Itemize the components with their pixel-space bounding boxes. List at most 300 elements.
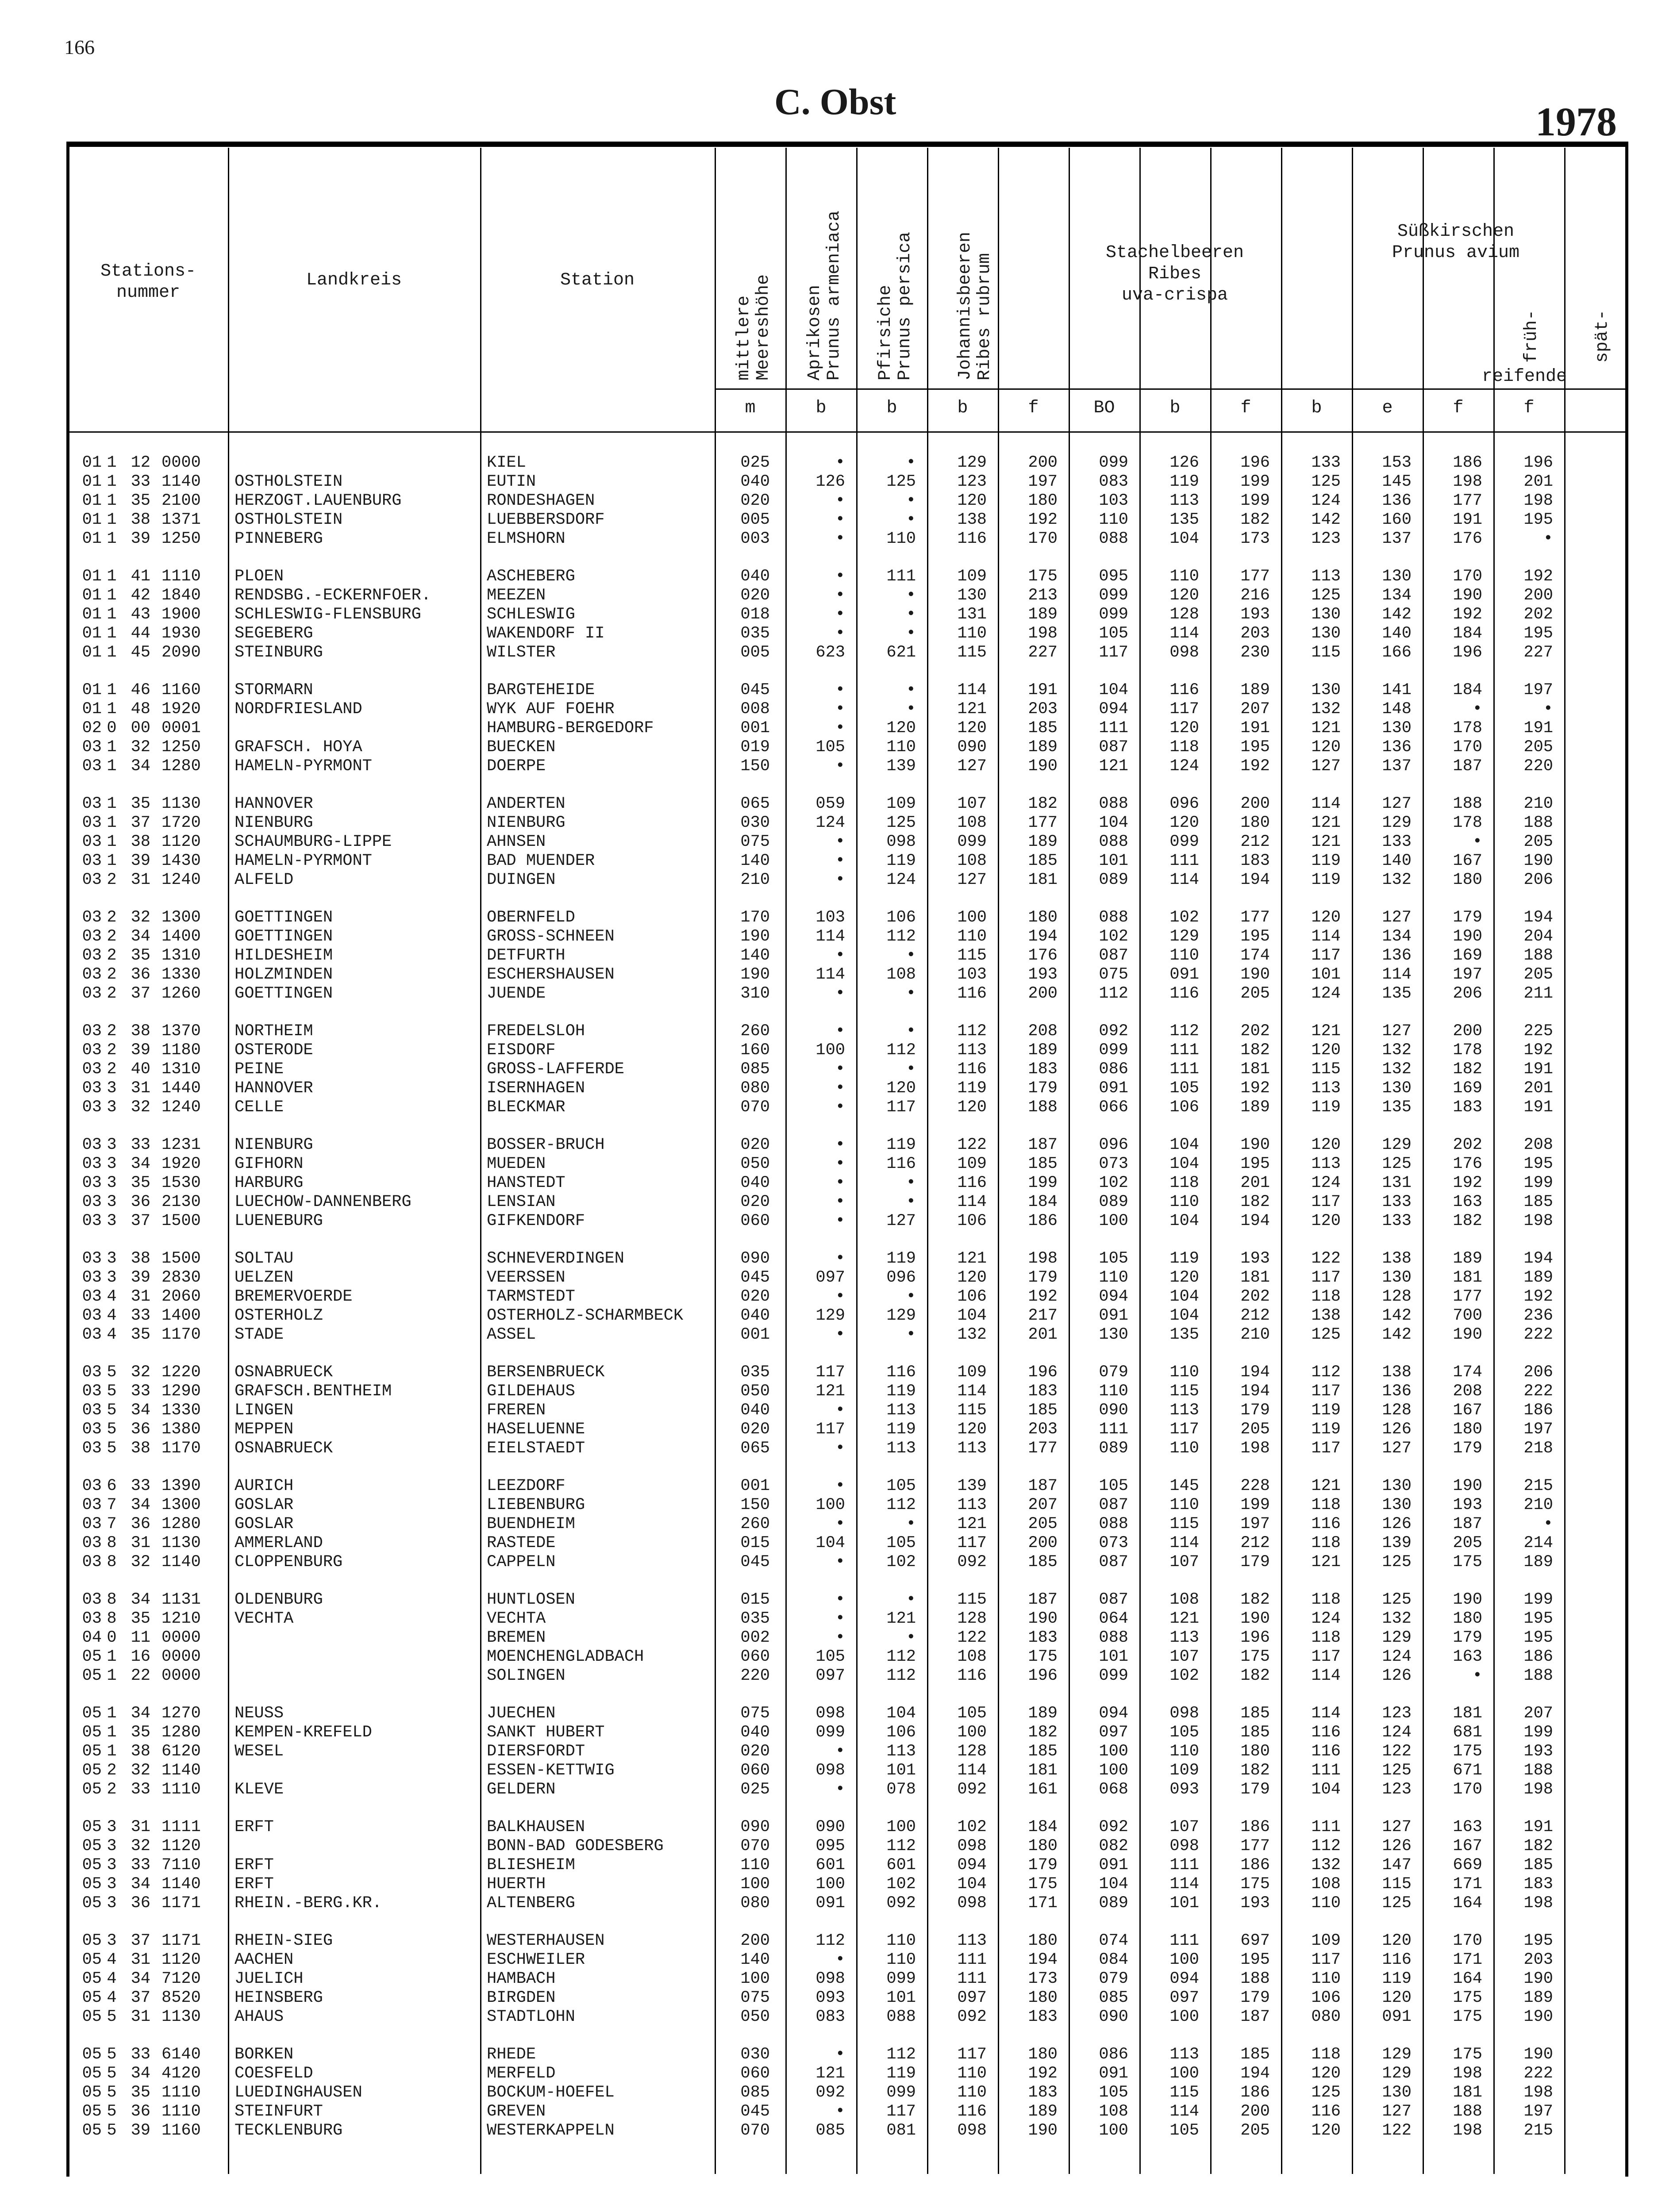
cell-stachel-bo: 088	[1099, 1628, 1128, 1647]
cell-aprikosen: •	[835, 984, 845, 1003]
cell-stachel-f: 186	[1240, 1818, 1270, 1836]
cell-stachel-bo: 085	[1099, 1989, 1128, 2007]
cell-johannis-f: 187	[1028, 1590, 1058, 1609]
cell-stachel-bo: 088	[1099, 795, 1128, 813]
cell-johannis-f: 196	[1028, 1363, 1058, 1382]
cell-stachel-bo: 091	[1099, 2064, 1128, 2083]
cell-johannis-f: 208	[1028, 1022, 1058, 1041]
cell-land: 05	[82, 1989, 102, 2007]
cell-johannis-b: 105	[957, 1704, 987, 1723]
cell-pfirsiche: 112	[886, 1496, 916, 1514]
cell-land: 05	[82, 2102, 102, 2121]
cell-nummer: 1140	[162, 1761, 201, 1780]
cell-johannis-b: 120	[957, 492, 987, 510]
cell-stachel-f: 196	[1240, 453, 1270, 472]
cell-hoehe: 060	[740, 1212, 770, 1230]
cell-kirsch-f-spaet: 205	[1523, 738, 1553, 757]
cell-landkreis: STEINBURG	[235, 643, 323, 662]
cell-pfirsiche: •	[906, 492, 916, 510]
cell-hoehe: 050	[740, 1155, 770, 1173]
cell-hoehe: 001	[740, 1325, 770, 1344]
cell-stachel-f: 198	[1240, 1439, 1270, 1458]
cell-hoehe: 065	[740, 795, 770, 813]
cell-bezirk: 3	[107, 1268, 117, 1287]
cell-kirsch-f-frueh: 190	[1453, 1325, 1482, 1344]
cell-bezirk: 1	[107, 1742, 117, 1761]
cell-pfirsiche: 112	[886, 927, 916, 946]
cell-nummer: 0000	[162, 1647, 201, 1666]
cell-station: AHNSEN	[487, 833, 546, 851]
cell-stachel-bo: 088	[1099, 1515, 1128, 1533]
cell-hoehe: 075	[740, 1704, 770, 1723]
cell-stachel-bo: 087	[1099, 946, 1128, 965]
cell-station: DUINGEN	[487, 871, 556, 889]
cell-aprikosen: •	[835, 2045, 845, 2064]
cell-kirsch-b: 122	[1311, 1249, 1341, 1268]
cell-landkreis: BREMERVOERDE	[235, 1287, 353, 1306]
cell-kreis: 32	[131, 1098, 150, 1117]
cell-johannis-f: 175	[1028, 1647, 1058, 1666]
cell-landkreis: AMMERLAND	[235, 1534, 323, 1552]
cell-land: 03	[82, 946, 102, 965]
cell-johannis-f: 180	[1028, 1932, 1058, 1950]
cell-kirsch-b: 116	[1311, 1723, 1341, 1742]
cell-hoehe: 008	[740, 700, 770, 718]
cell-johannis-f: 180	[1028, 2045, 1058, 2064]
cell-pfirsiche: 119	[886, 1382, 916, 1401]
cell-kirsch-f-frueh: 179	[1453, 908, 1482, 927]
cell-johannis-f: 182	[1028, 795, 1058, 813]
cell-stachel-f: 186	[1240, 1856, 1270, 1874]
cell-johannis-b: 138	[957, 511, 987, 529]
cell-stachel-f: 186	[1240, 2083, 1270, 2102]
cell-land: 05	[82, 1667, 102, 1685]
cell-aprikosen: 117	[815, 1363, 845, 1382]
cell-hoehe: 020	[740, 492, 770, 510]
cell-johannis-b: 129	[957, 453, 987, 472]
cell-kirsch-f-frueh: 205	[1453, 1534, 1482, 1552]
cell-nummer: 1140	[162, 1553, 201, 1571]
cell-landkreis: STORMARN	[235, 681, 313, 699]
cell-aprikosen: •	[835, 1401, 845, 1420]
cell-johannis-b: 094	[957, 1856, 987, 1874]
cell-kreis: 34	[131, 1155, 150, 1173]
cell-kirsch-e: 133	[1382, 1193, 1412, 1211]
table-row	[66, 567, 1628, 586]
cell-stachel-f: 181	[1240, 1268, 1270, 1287]
cell-stachel-b: 119	[1169, 1249, 1199, 1268]
cell-bezirk: 1	[107, 567, 117, 586]
cell-johannis-f: 182	[1028, 1723, 1058, 1742]
cell-landkreis: PINNEBERG	[235, 530, 323, 548]
cell-stachel-bo: 084	[1099, 1951, 1128, 1969]
cell-stachel-b: 091	[1169, 965, 1199, 984]
cell-stachel-b: 110	[1169, 567, 1199, 586]
station-header: Station	[560, 270, 635, 290]
cell-stachel-f: 188	[1240, 1970, 1270, 1988]
cell-johannis-b: 128	[957, 1609, 987, 1628]
table-row	[66, 1325, 1628, 1344]
cell-kirsch-f-spaet: 190	[1523, 852, 1553, 870]
cell-stachel-b: 111	[1169, 1856, 1199, 1874]
table-row	[66, 2064, 1628, 2083]
cell-stachel-b: 115	[1169, 1515, 1199, 1533]
cell-kirsch-f-spaet: 220	[1523, 757, 1553, 776]
cell-bezirk: 1	[107, 700, 117, 718]
cell-landkreis: OLDENBURG	[235, 1590, 323, 1609]
cell-kirsch-e: 160	[1382, 511, 1412, 529]
cell-kirsch-e: 136	[1382, 1382, 1412, 1401]
cell-station: STADTLOHN	[487, 2008, 575, 2026]
cell-johannis-f: 183	[1028, 2083, 1058, 2102]
cell-stachel-f: 199	[1240, 492, 1270, 510]
cell-land: 03	[82, 1439, 102, 1458]
cell-kirsch-f-spaet: 202	[1523, 605, 1553, 624]
cell-kirsch-f-frueh: 170	[1453, 567, 1482, 586]
cell-stachel-f: 207	[1240, 700, 1270, 718]
cell-nummer: 1170	[162, 1439, 201, 1458]
cell-pfirsiche: 109	[886, 795, 916, 813]
cell-stachel-b: 113	[1169, 1628, 1199, 1647]
cell-stachel-b: 110	[1169, 1193, 1199, 1211]
cell-station: ESSEN-KETTWIG	[487, 1761, 615, 1780]
cell-landkreis: HANNOVER	[235, 1079, 313, 1098]
cell-stachel-f: 175	[1240, 1875, 1270, 1893]
cell-kirsch-e: 142	[1382, 1325, 1412, 1344]
cell-bezirk: 5	[107, 2102, 117, 2121]
cell-land: 03	[82, 1136, 102, 1154]
cell-kirsch-f-frueh: 197	[1453, 965, 1482, 984]
cell-stachel-b: 108	[1169, 1590, 1199, 1609]
cell-stachel-b: 102	[1169, 1667, 1199, 1685]
cell-stachel-f: 201	[1240, 1174, 1270, 1192]
cell-stachel-f: 177	[1240, 908, 1270, 927]
cell-kirsch-b: 106	[1311, 1989, 1341, 2007]
table-row	[66, 1287, 1628, 1306]
cell-kirsch-b: 130	[1311, 605, 1341, 624]
cell-stachel-b: 116	[1169, 681, 1199, 699]
table-row	[66, 1932, 1628, 1951]
cell-station: GROSS-SCHNEEN	[487, 927, 615, 946]
cell-kreis: 33	[131, 1136, 150, 1154]
cell-landkreis: VECHTA	[235, 1609, 294, 1628]
cell-stachel-bo: 089	[1099, 1439, 1128, 1458]
cell-johannis-f: 213	[1028, 586, 1058, 605]
cell-stachel-f: 179	[1240, 1780, 1270, 1799]
cell-johannis-f: 181	[1028, 1761, 1058, 1780]
cell-stachel-f: 205	[1240, 1420, 1270, 1439]
cell-kreis: 48	[131, 700, 150, 718]
cell-kreis: 34	[131, 1590, 150, 1609]
cell-landkreis: NORDFRIESLAND	[235, 700, 362, 718]
cell-land: 05	[82, 1742, 102, 1761]
cell-landkreis: AHAUS	[235, 2008, 284, 2026]
cell-stachel-f: 182	[1240, 1590, 1270, 1609]
cell-land: 03	[82, 1306, 102, 1325]
cell-land: 03	[82, 738, 102, 757]
cell-pfirsiche: 088	[886, 2008, 916, 2026]
cell-johannis-f: 196	[1028, 1667, 1058, 1685]
cell-kirsch-e: 120	[1382, 1989, 1412, 2007]
cell-kirsch-e: 148	[1382, 700, 1412, 718]
cell-johannis-b: 117	[957, 2045, 987, 2064]
cell-johannis-b: 106	[957, 1287, 987, 1306]
cell-kirsch-b: 124	[1311, 1174, 1341, 1192]
cell-station: GIFKENDORF	[487, 1212, 585, 1230]
cell-kirsch-b: 127	[1311, 757, 1341, 776]
unit-kirsch-e: e	[1382, 398, 1393, 418]
cell-kirsch-e: 126	[1382, 1420, 1412, 1439]
cell-johannis-b: 103	[957, 965, 987, 984]
cell-stachel-f: 193	[1240, 1894, 1270, 1912]
cell-kirsch-b: 118	[1311, 1496, 1341, 1514]
cell-johannis-f: 183	[1028, 1382, 1058, 1401]
cell-stachel-b: 114	[1169, 871, 1199, 889]
cell-kirsch-f-frueh: 163	[1453, 1193, 1482, 1211]
cell-land: 01	[82, 492, 102, 510]
cell-station: EUTIN	[487, 472, 536, 491]
cell-kirsch-f-spaet: 185	[1523, 1193, 1553, 1211]
cell-station: LEEZDORF	[487, 1477, 565, 1495]
cell-stachel-b: 107	[1169, 1647, 1199, 1666]
cell-land: 03	[82, 833, 102, 851]
cell-kreis: 33	[131, 1382, 150, 1401]
cell-kreis: 31	[131, 871, 150, 889]
cell-pfirsiche: 092	[886, 1894, 916, 1912]
cell-kirsch-e: 135	[1382, 1098, 1412, 1117]
cell-nummer: 1260	[162, 984, 201, 1003]
cell-johannis-f: 185	[1028, 719, 1058, 737]
cell-kreis: 12	[131, 453, 150, 472]
cell-nummer: 1370	[162, 1022, 201, 1041]
cell-landkreis: OSTHOLSTEIN	[235, 511, 343, 529]
cell-landkreis: ERFT	[235, 1856, 274, 1874]
cell-nummer: 7110	[162, 1856, 201, 1874]
cell-station: HANSTEDT	[487, 1174, 565, 1192]
cell-stachel-bo: 121	[1099, 757, 1128, 776]
cell-bezirk: 1	[107, 681, 117, 699]
cell-stachel-f: 210	[1240, 1325, 1270, 1344]
cell-bezirk: 3	[107, 1932, 117, 1950]
cell-hoehe: 020	[740, 1420, 770, 1439]
cell-kirsch-f-spaet: 188	[1523, 1667, 1553, 1685]
cell-johannis-f: 189	[1028, 738, 1058, 757]
cell-stachel-bo: 094	[1099, 700, 1128, 718]
cell-station: ANDERTEN	[487, 795, 565, 813]
stations-nummer-header: Stations- nummer	[100, 261, 196, 303]
cell-stachel-bo: 099	[1099, 1667, 1128, 1685]
cell-landkreis: GRAFSCH. HOYA	[235, 738, 362, 757]
cell-stachel-bo: 100	[1099, 2121, 1128, 2140]
cell-kirsch-b: 113	[1311, 567, 1341, 586]
cell-pfirsiche: 112	[886, 1647, 916, 1666]
cell-bezirk: 3	[107, 1249, 117, 1268]
cell-johannis-f: 189	[1028, 605, 1058, 624]
cell-land: 03	[82, 965, 102, 984]
cell-kirsch-b: 111	[1311, 1761, 1341, 1780]
cell-hoehe: 260	[740, 1022, 770, 1041]
cell-stachel-bo: 094	[1099, 1704, 1128, 1723]
landkreis-header: Landkreis	[306, 270, 402, 290]
cell-hoehe: 020	[740, 586, 770, 605]
cell-stachel-b: 120	[1169, 814, 1199, 832]
cell-land: 02	[82, 719, 102, 737]
cell-hoehe: 035	[740, 1609, 770, 1628]
cell-stachel-bo: 099	[1099, 453, 1128, 472]
cell-nummer: 1310	[162, 1060, 201, 1079]
cell-station: OBERNFELD	[487, 908, 575, 927]
cell-kirsch-b: 111	[1311, 1818, 1341, 1836]
cell-bezirk: 8	[107, 1590, 117, 1609]
cell-pfirsiche: 124	[886, 871, 916, 889]
cell-bezirk: 5	[107, 2121, 117, 2140]
cell-station: ELMSHORN	[487, 530, 565, 548]
cell-stachel-b: 102	[1169, 908, 1199, 927]
cell-kirsch-b: 109	[1311, 1932, 1341, 1950]
cell-nummer: 0001	[162, 719, 201, 737]
cell-stachel-f: 194	[1240, 2064, 1270, 2083]
cell-kirsch-f-frueh: 175	[1453, 1989, 1482, 2007]
cell-hoehe: 140	[740, 1951, 770, 1969]
cell-johannis-f: 207	[1028, 1496, 1058, 1514]
cell-stachel-bo: 087	[1099, 738, 1128, 757]
cell-kirsch-b: 117	[1311, 1647, 1341, 1666]
cell-landkreis: GOSLAR	[235, 1515, 294, 1533]
cell-stachel-bo: 101	[1099, 1647, 1128, 1666]
cell-kirsch-f-frueh: 206	[1453, 984, 1482, 1003]
cell-nummer: 1250	[162, 738, 201, 757]
cell-kirsch-b: 124	[1311, 984, 1341, 1003]
cell-pfirsiche: 099	[886, 1970, 916, 1988]
cell-johannis-b: 104	[957, 1306, 987, 1325]
cell-kirsch-b: 130	[1311, 681, 1341, 699]
cell-station: BONN-BAD GODESBERG	[487, 1837, 664, 1855]
cell-kirsch-f-frueh: 179	[1453, 1439, 1482, 1458]
cell-bezirk: 5	[107, 2045, 117, 2064]
cell-pfirsiche: 098	[886, 833, 916, 851]
cell-stachel-b: 135	[1169, 1325, 1199, 1344]
cell-stachel-f: 200	[1240, 795, 1270, 813]
cell-aprikosen: •	[835, 1515, 845, 1533]
cell-pfirsiche: •	[906, 1325, 916, 1344]
cell-kirsch-f-frueh: 192	[1453, 605, 1482, 624]
cell-hoehe: 060	[740, 1647, 770, 1666]
cell-kirsch-f-spaet: 188	[1523, 814, 1553, 832]
cell-kirsch-f-frueh: 167	[1453, 852, 1482, 870]
cell-kirsch-b: 121	[1311, 833, 1341, 851]
cell-kirsch-f-spaet: 198	[1523, 1780, 1553, 1799]
cell-bezirk: 7	[107, 1515, 117, 1533]
cell-kirsch-b: 114	[1311, 1667, 1341, 1685]
cell-aprikosen: •	[835, 833, 845, 851]
cell-kirsch-f-frueh: 187	[1453, 757, 1482, 776]
cell-pfirsiche: 113	[886, 1439, 916, 1458]
table-row	[66, 1098, 1628, 1117]
cell-kirsch-f-spaet: 198	[1523, 492, 1553, 510]
cell-kreis: 32	[131, 738, 150, 757]
cell-stachel-f: 196	[1240, 1628, 1270, 1647]
cell-kreis: 43	[131, 605, 150, 624]
cell-kirsch-b: 114	[1311, 795, 1341, 813]
cell-pfirsiche: •	[906, 586, 916, 605]
table-row	[66, 1212, 1628, 1231]
cell-nummer: 1120	[162, 1837, 201, 1855]
cell-kirsch-e: 129	[1382, 2064, 1412, 2083]
cell-kirsch-f-frueh: 170	[1453, 738, 1482, 757]
cell-hoehe: 110	[740, 1856, 770, 1874]
cell-johannis-f: 180	[1028, 492, 1058, 510]
cell-kirsch-f-frueh: 188	[1453, 2102, 1482, 2121]
cell-bezirk: 6	[107, 1477, 117, 1495]
cell-stachel-bo: 083	[1099, 472, 1128, 491]
cell-kreis: 36	[131, 2102, 150, 2121]
cell-johannis-f: 191	[1028, 681, 1058, 699]
cell-kirsch-e: 139	[1382, 1534, 1412, 1552]
cell-kreis: 34	[131, 1875, 150, 1893]
cell-johannis-b: 099	[957, 833, 987, 851]
cell-hoehe: 075	[740, 833, 770, 851]
cell-bezirk: 1	[107, 624, 117, 643]
cell-aprikosen: 098	[815, 1761, 845, 1780]
cell-land: 05	[82, 1932, 102, 1950]
cell-bezirk: 1	[107, 472, 117, 491]
cell-kirsch-e: 130	[1382, 567, 1412, 586]
cell-hoehe: 065	[740, 1439, 770, 1458]
cell-aprikosen: 098	[815, 1704, 845, 1723]
cell-hoehe: 090	[740, 1818, 770, 1836]
table-row	[66, 2008, 1628, 2027]
cell-landkreis: GOETTINGEN	[235, 908, 333, 927]
cell-kirsch-f-spaet: 203	[1523, 1951, 1553, 1969]
cell-pfirsiche: •	[906, 1174, 916, 1192]
cell-kirsch-f-spaet: 225	[1523, 1022, 1553, 1041]
cell-johannis-f: 189	[1028, 1041, 1058, 1060]
cell-kirsch-e: 124	[1382, 1723, 1412, 1742]
cell-bezirk: 1	[107, 605, 117, 624]
table-row	[66, 1515, 1628, 1534]
cell-bezirk: 4	[107, 1287, 117, 1306]
cell-bezirk: 5	[107, 1382, 117, 1401]
cell-johannis-b: 120	[957, 719, 987, 737]
cell-aprikosen: 059	[815, 795, 845, 813]
cell-aprikosen: •	[835, 511, 845, 529]
cell-stachel-bo: 100	[1099, 1761, 1128, 1780]
cell-pfirsiche: •	[906, 1193, 916, 1211]
cell-johannis-f: 181	[1028, 871, 1058, 889]
table-row	[66, 1628, 1628, 1647]
cell-johannis-f: 201	[1028, 1325, 1058, 1344]
cell-nummer: 1290	[162, 1382, 201, 1401]
cell-pfirsiche: 099	[886, 2083, 916, 2102]
cell-land: 03	[82, 1268, 102, 1287]
cell-kirsch-e: 137	[1382, 757, 1412, 776]
cell-kirsch-f-frueh: 180	[1453, 1420, 1482, 1439]
cell-nummer: 6140	[162, 2045, 201, 2064]
cell-kirsch-f-frueh: 671	[1453, 1761, 1482, 1780]
cell-hoehe: 025	[740, 453, 770, 472]
table-row	[66, 757, 1628, 776]
cell-bezirk: 5	[107, 1401, 117, 1420]
cell-hoehe: 040	[740, 1723, 770, 1742]
cell-stachel-b: 110	[1169, 1439, 1199, 1458]
cell-kirsch-b: 118	[1311, 1287, 1341, 1306]
cell-stachel-bo: 064	[1099, 1609, 1128, 1628]
unit-kirsch-f-frueh: f	[1453, 398, 1464, 418]
cell-johannis-b: 098	[957, 1894, 987, 1912]
cell-johannis-b: 098	[957, 2121, 987, 2140]
cell-kirsch-f-spaet: 191	[1523, 1098, 1553, 1117]
cell-kirsch-b: 132	[1311, 700, 1341, 718]
